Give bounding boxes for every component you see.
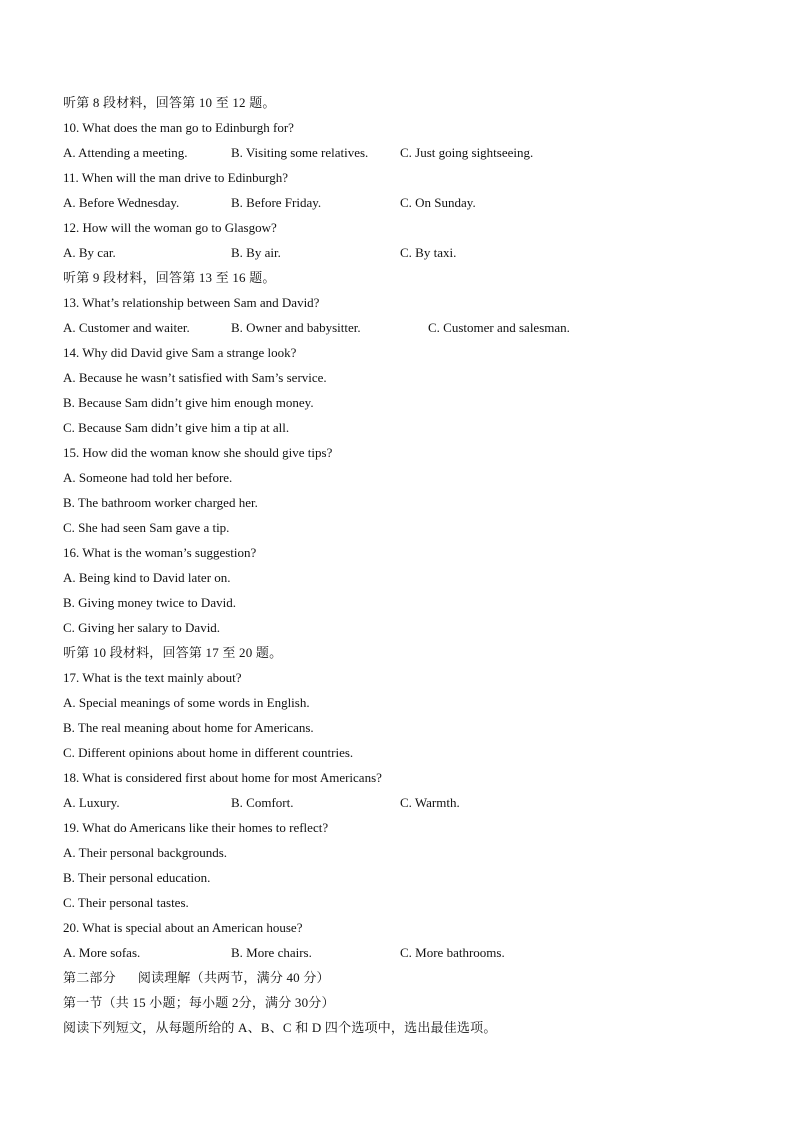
question-13-stem: 13. What’s relationship between Sam and David?	[63, 295, 320, 310]
option-a: A. By car.	[63, 245, 116, 260]
question-12-stem: 12. How will the woman go to Glasgow?	[63, 220, 277, 235]
option-c: C. More bathrooms.	[400, 945, 505, 960]
section-header-10: 听第 10 段材料，回答第 17 至 20 题。	[63, 645, 283, 660]
option-c: C. Customer and salesman.	[428, 320, 570, 335]
question-19-option-c: C. Their personal tastes.	[63, 895, 189, 910]
option-a: A. Before Wednesday.	[63, 195, 180, 210]
option-c: C. Just going sightseeing.	[400, 145, 534, 160]
question-16-option-a: A. Being kind to David later on.	[63, 570, 231, 585]
option-a: A. More sofas.	[63, 945, 141, 960]
option-c: C. On Sunday.	[400, 195, 476, 210]
question-12-options	[63, 240, 743, 265]
section-one-heading: 第一节（共 15 小题；每小题 2分，满分 30分）	[63, 995, 335, 1010]
option-b: B. Visiting some relatives.	[231, 145, 369, 160]
section-header-9: 听第 9 段材料，回答第 13 至 16 题。	[63, 270, 276, 285]
question-17-stem: 17. What is the text mainly about?	[63, 670, 242, 685]
part-two-subtitle: 阅读理解（共两节，满分 40 分）	[137, 970, 330, 985]
option-a: A. Attending a meeting.	[63, 145, 188, 160]
option-a: A. Customer and waiter.	[63, 320, 190, 335]
question-14-option-b: B. Because Sam didn’t give him enough money.	[63, 395, 314, 410]
question-11-stem: 11. When will the man drive to Edinburgh?	[63, 170, 289, 185]
question-19-stem: 19. What do Americans like their homes to reflect?	[63, 820, 329, 835]
option-a: A. Luxury.	[63, 795, 120, 810]
question-20-stem: 20. What is special about an American house?	[63, 920, 303, 935]
question-18-stem: 18. What is considered first about home for most Americans?	[63, 770, 382, 785]
question-19-option-a: A. Their personal backgrounds.	[63, 845, 228, 860]
question-16-option-b: B. Giving money twice to David.	[63, 595, 236, 610]
question-14-option-c: C. Because Sam didn’t give him a tip at all.	[63, 420, 290, 435]
question-16-option-c: C. Giving her salary to David.	[63, 620, 221, 635]
option-b: B. Before Friday.	[231, 195, 322, 210]
question-15-stem: 15. How did the woman know she should give tips?	[63, 445, 333, 460]
part-two-heading	[63, 965, 743, 990]
option-b: B. More chairs.	[231, 945, 312, 960]
question-15-option-b: B. The bathroom worker charged her.	[63, 495, 258, 510]
section-header-8: 听第 8 段材料，回答第 10 至 12 题。	[63, 95, 276, 110]
question-10-stem: 10. What does the man go to Edinburgh for?	[63, 120, 294, 135]
question-20-options	[63, 940, 743, 965]
question-15-option-c: C. She had seen Sam gave a tip.	[63, 520, 230, 535]
option-b: B. By air.	[231, 245, 281, 260]
question-16-stem: 16. What is the woman’s suggestion?	[63, 545, 257, 560]
option-b: B. Owner and babysitter.	[231, 320, 361, 335]
option-c: C. Warmth.	[400, 795, 460, 810]
reading-instruction: 阅读下列短文，从每题所给的 A、B、C 和 D 四个选项中，选出最佳选项。	[63, 1020, 497, 1035]
question-17-option-a: A. Special meanings of some words in English.	[63, 695, 310, 710]
question-17-option-b: B. The real meaning about home for Americans.	[63, 720, 314, 735]
question-15-option-a: A. Someone had told her before.	[63, 470, 233, 485]
option-b: B. Comfort.	[231, 795, 294, 810]
part-two-title: 第二部分	[63, 970, 116, 985]
question-14-option-a: A. Because he wasn’t satisfied with Sam’s service.	[63, 370, 327, 385]
question-13-options	[63, 315, 743, 340]
exam-page	[63, 90, 743, 1040]
question-14-stem: 14. Why did David give Sam a strange look?	[63, 345, 297, 360]
question-11-options	[63, 190, 743, 215]
question-17-option-c: C. Different opinions about home in different countries.	[63, 745, 354, 760]
option-c: C. By taxi.	[400, 245, 457, 260]
question-18-options	[63, 790, 743, 815]
question-19-option-b: B. Their personal education.	[63, 870, 211, 885]
question-10-options	[63, 140, 743, 165]
